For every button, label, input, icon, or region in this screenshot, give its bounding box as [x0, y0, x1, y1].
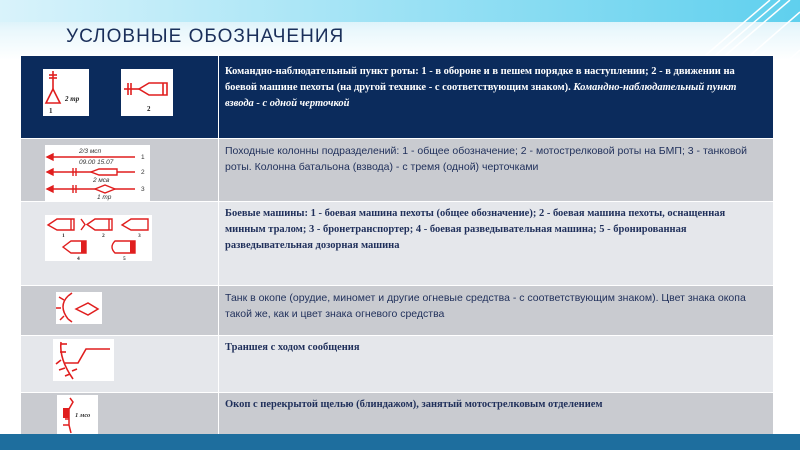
symbol-cell	[21, 56, 219, 139]
trench-with-communication-passage-symbol	[53, 339, 114, 381]
table-row	[21, 286, 774, 336]
svg-text:1 мсо: 1 мсо	[75, 412, 91, 419]
svg-text:3: 3	[141, 186, 145, 193]
table-row	[21, 139, 774, 202]
description-text: Танк в окопе (орудие, миномет и другие огневые средства - с соответствующим знаком). Цвет знака окопа такой же, как и цвет знака огневого средства	[225, 292, 746, 320]
description-italic: Командно-наблюдательный пункт взвода - с одной черточкой	[225, 82, 737, 109]
table-row	[21, 202, 774, 286]
svg-text:5: 5	[123, 256, 126, 261]
page-title: УСЛОВНЫЕ ОБОЗНАЧЕНИЯ	[66, 26, 345, 47]
bottom-bar	[0, 434, 800, 450]
svg-text:4: 4	[77, 256, 80, 261]
symbol-cell	[21, 139, 219, 202]
combat-vehicles-symbols	[45, 215, 152, 261]
command-post-symbol-2	[121, 69, 173, 116]
symbol-cell	[21, 286, 219, 336]
svg-text:2 мсв: 2 мсв	[93, 177, 110, 184]
svg-text:1: 1	[141, 154, 145, 161]
covered-trench-symbol	[57, 395, 98, 434]
svg-text:2: 2	[141, 169, 145, 176]
svg-text:1 тр: 1 тр	[97, 194, 112, 201]
description-text: Походные колонны подразделений: 1 - общее обозначение; 2 - мотострелковой роты на БМП; 3 - танковой роты. Колонна батальона (взвода) - с тремя (одной) черточками	[225, 145, 747, 173]
svg-text:09.00 15.07: 09.00 15.07	[79, 159, 114, 166]
description-text: Боевые машины: 1 - боевая машина пехоты (общее обозначение); 2 - боевая машина пехоты, оснащенная минным тралом; 3 - бронетранспортер; 4 - боевая разведывательная машина; 5 - бронированная разведывательная дозорная машина	[225, 208, 726, 251]
symbols-table	[20, 55, 774, 443]
svg-text:2: 2	[102, 233, 105, 239]
description-cell	[219, 286, 774, 336]
table-row	[21, 56, 774, 139]
svg-text:1: 1	[62, 233, 65, 239]
svg-text:2/3 мсп: 2/3 мсп	[79, 148, 102, 155]
table-row	[21, 336, 774, 393]
svg-text:2 тр: 2 тр	[65, 95, 80, 103]
description-text: Траншея с ходом сообщения	[225, 342, 360, 353]
description-cell	[219, 139, 774, 202]
svg-text:1: 1	[49, 107, 53, 115]
svg-text:3: 3	[138, 233, 141, 239]
svg-text:2: 2	[147, 105, 151, 113]
description-cell	[219, 336, 774, 393]
symbol-cell	[21, 202, 219, 286]
description-text: Окоп с перекрытой щелью (блиндажом), занятый мотострелковым отделением	[225, 399, 603, 410]
command-post-symbol-1	[43, 69, 89, 116]
description-cell	[219, 56, 774, 139]
march-column-symbols	[45, 145, 150, 201]
tank-in-trench-symbol	[56, 292, 102, 324]
description-cell	[219, 202, 774, 286]
description-text: Командно-наблюдательный пункт роты: 1 - в обороне и в пешем порядке в наступлении; 2 - в движении на боевой машине пехоты (на другой технике - с соответствующим знаком).	[225, 66, 735, 93]
symbol-cell	[21, 336, 219, 393]
